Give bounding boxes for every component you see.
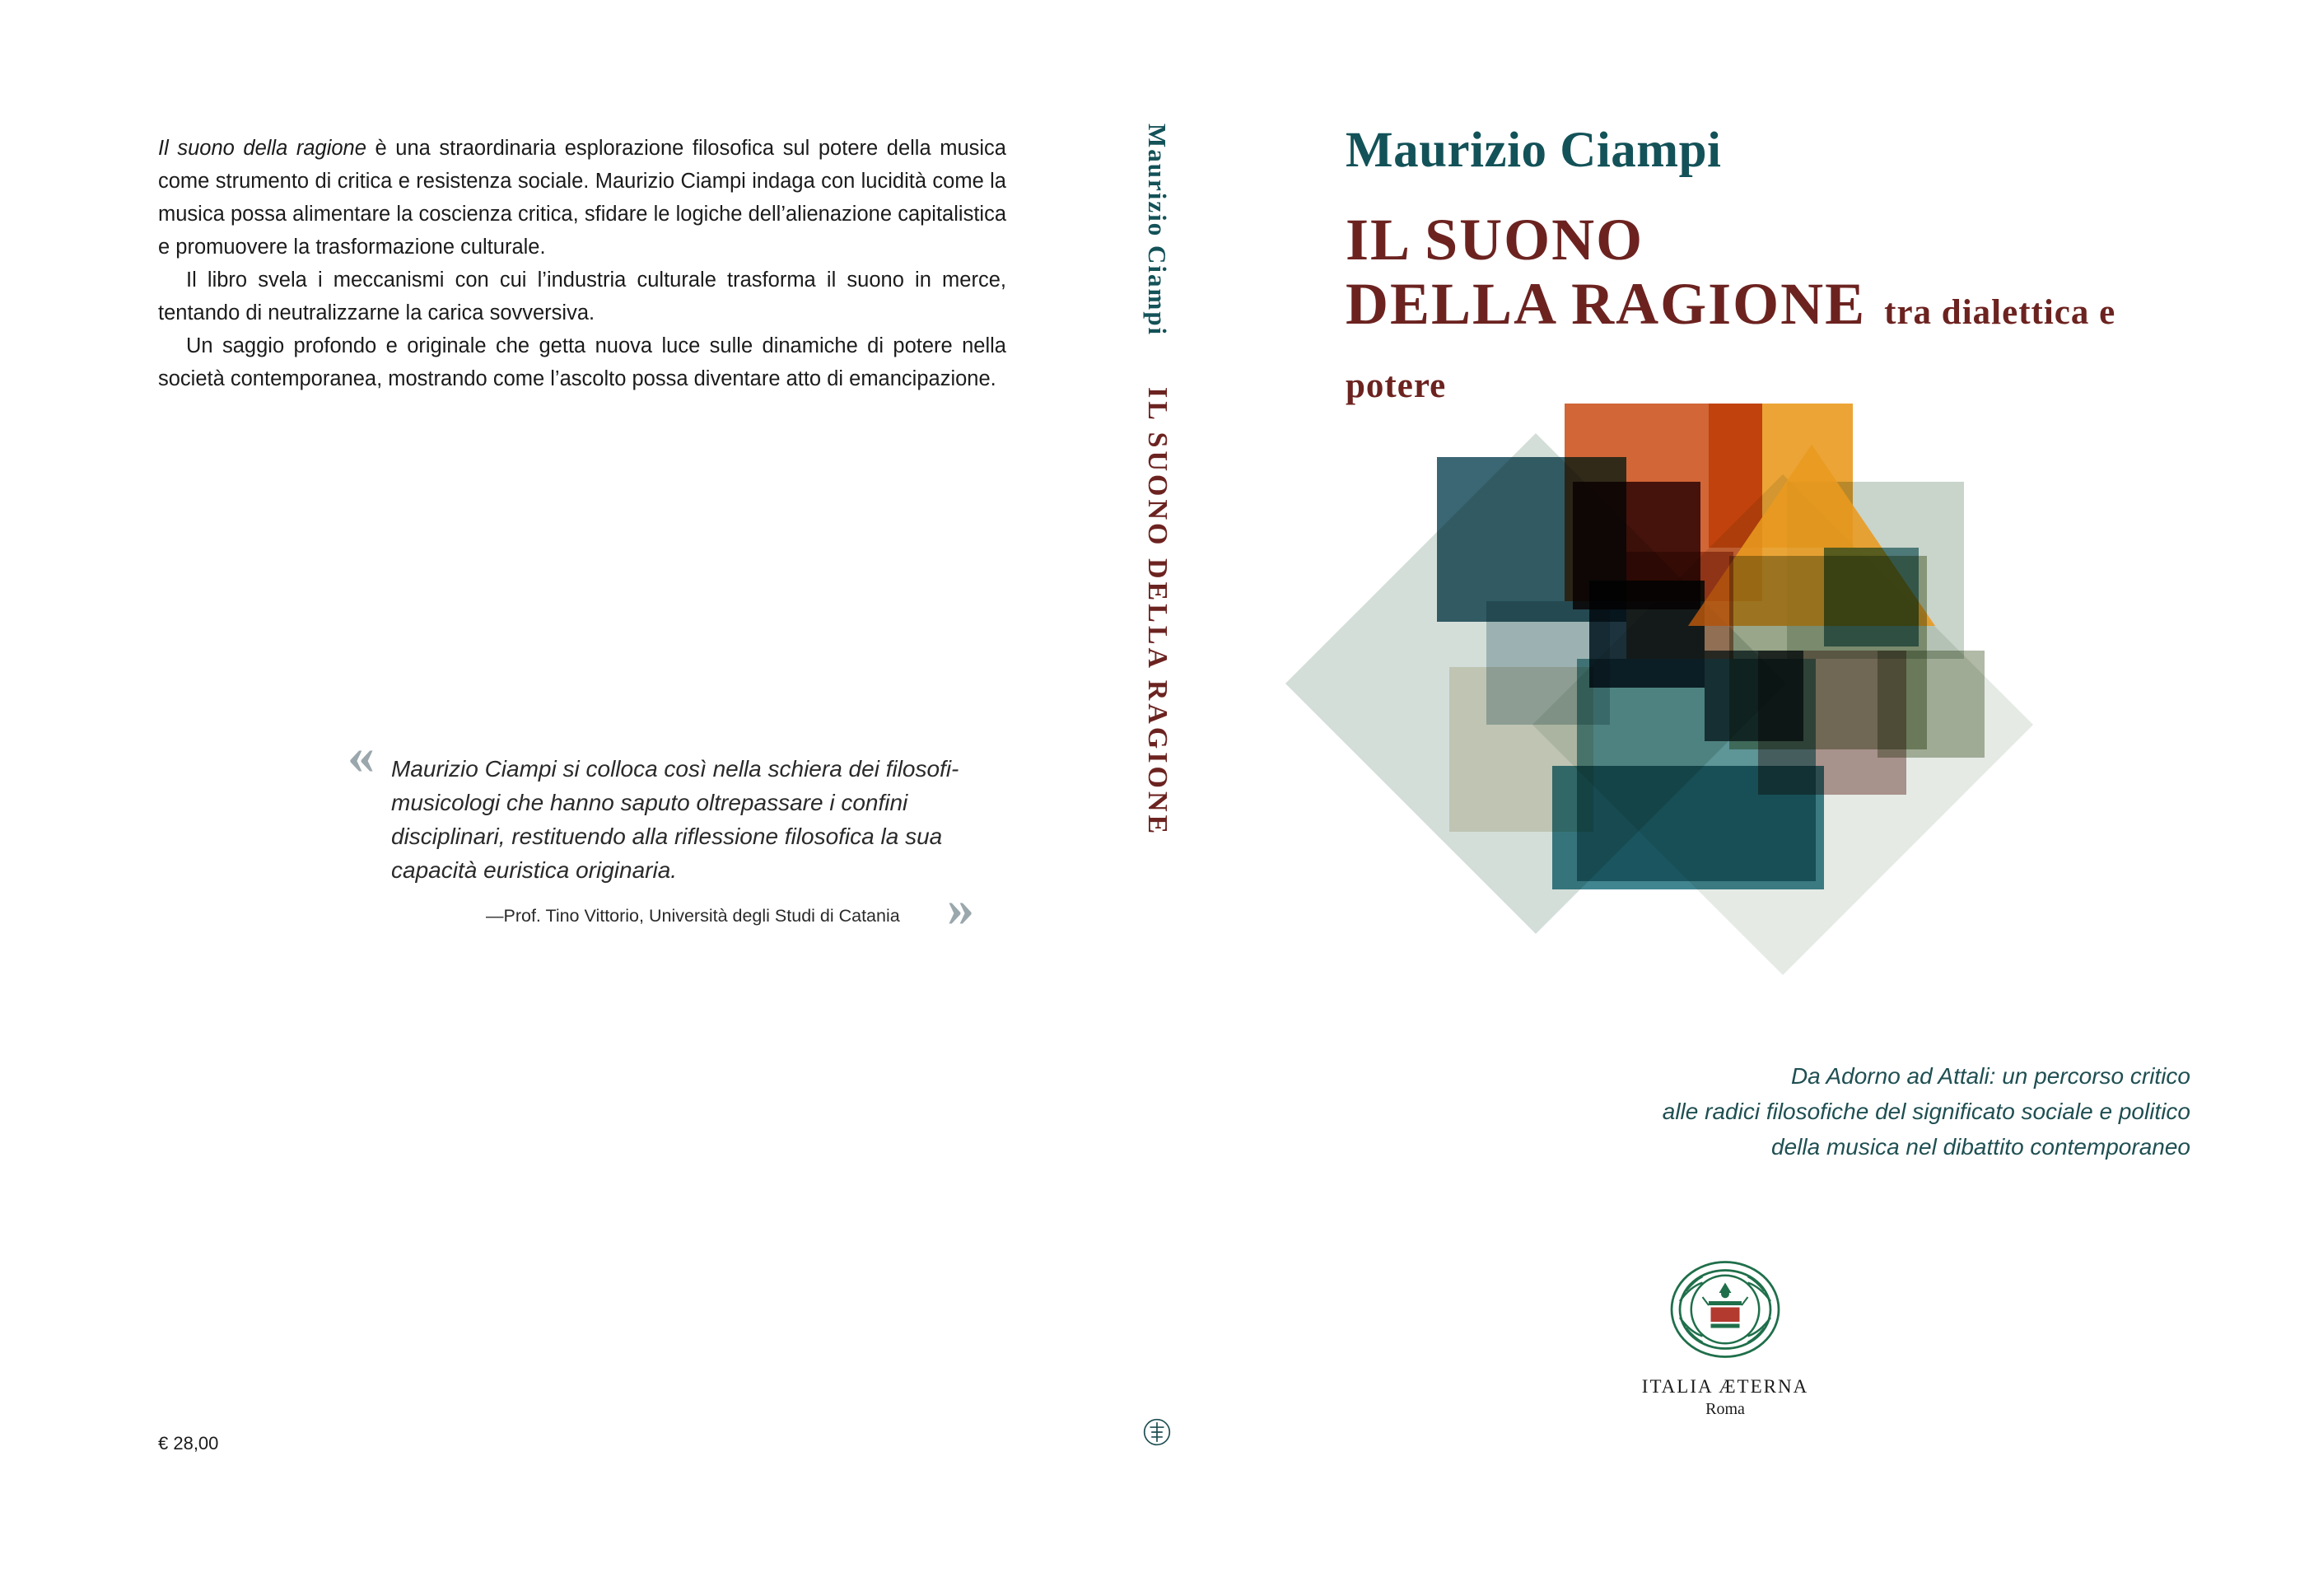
front-cover-strapline	[1375, 1058, 2190, 1164]
blurb-paragraph-1	[158, 132, 1006, 264]
price-label: € 28,00	[158, 1433, 219, 1454]
strapline-line-3: della musica nel dibattito contemporaneo	[1771, 1134, 2190, 1160]
publisher-block	[1589, 1248, 1861, 1419]
back-cover	[124, 107, 1054, 1474]
art-square-teal-right	[1824, 548, 1919, 646]
spine-author: Maurizio Ciampi	[1143, 124, 1172, 337]
publisher-name: ITALIA ÆTERNA	[1641, 1376, 1809, 1397]
front-cover-title-tail: tra dialettica e potere	[1346, 293, 2116, 405]
quote-open-icon: «	[348, 726, 375, 786]
front-cover-title-line1: IL SUONO	[1346, 207, 1644, 273]
front-cover-title-line2-wrap	[1346, 272, 2190, 418]
art-square-rust	[1626, 552, 1733, 659]
front-cover-author: Maurizio Ciampi	[1346, 123, 1722, 178]
blurb-paragraph-3: Un saggio profondo e originale che getta nuova luce sulle dinamiche di potere nella società contemporanea, mostrando come l’ascolto possa diventare atto di emancipazione.	[158, 334, 1006, 390]
art-square-navy-low	[1705, 651, 1803, 741]
spine-title: IL SUONO DELLA RAGIONE	[1142, 387, 1173, 838]
quote-close-icon: »	[947, 878, 974, 938]
spine	[1095, 107, 1219, 1474]
strapline-line-2: alle radici filosofiche del significato sociale e politico	[1662, 1099, 2190, 1124]
front-cover-title-line2: DELLA RAGIONE	[1346, 271, 1867, 337]
blurb-paragraph-2: Il libro svela i meccanismi con cui l’industria culturale trasforma il suono in merce, tentando di neutralizzarne la carica sovversiva.	[158, 268, 1006, 324]
blurb-italic-lead: Il suono della ragione	[158, 137, 366, 160]
pull-quote-attribution: —Prof. Tino Vittorio, Università degli Studi di Catania	[486, 906, 900, 926]
cover-artwork	[1375, 404, 2199, 1021]
art-square-pale-teal	[1486, 601, 1610, 725]
pull-quote-text: Maurizio Ciampi si colloca così nella schiera dei filosofi-musicologi che hanno saputo oltrepassare i confini disciplinari, restituendo alla riflessione filosofica la sua capacità euristica originaria.	[391, 756, 959, 883]
front-cover-title	[1346, 208, 2190, 418]
publisher-city: Roma	[1705, 1400, 1745, 1418]
publisher-mark-icon	[1143, 1418, 1171, 1446]
publisher-logo-icon	[1663, 1248, 1787, 1371]
art-square-olive-right	[1878, 651, 1985, 758]
front-cover	[1260, 107, 2190, 1474]
back-cover-blurb	[158, 132, 1006, 395]
blurb-paragraph-1-text: è una straordinaria esplorazione filosofica sul potere della musica come strumento di critica e resistenza sociale. Maurizio Ciampi indaga con lucidità come la musica possa alimentare la coscienza critica, sfidare le logiche dell’alienazione capitalistica e promuovere la trasformazione culturale.	[158, 137, 1006, 259]
strapline-line-1: Da Adorno ad Attali: un percorso critico	[1790, 1063, 2190, 1089]
